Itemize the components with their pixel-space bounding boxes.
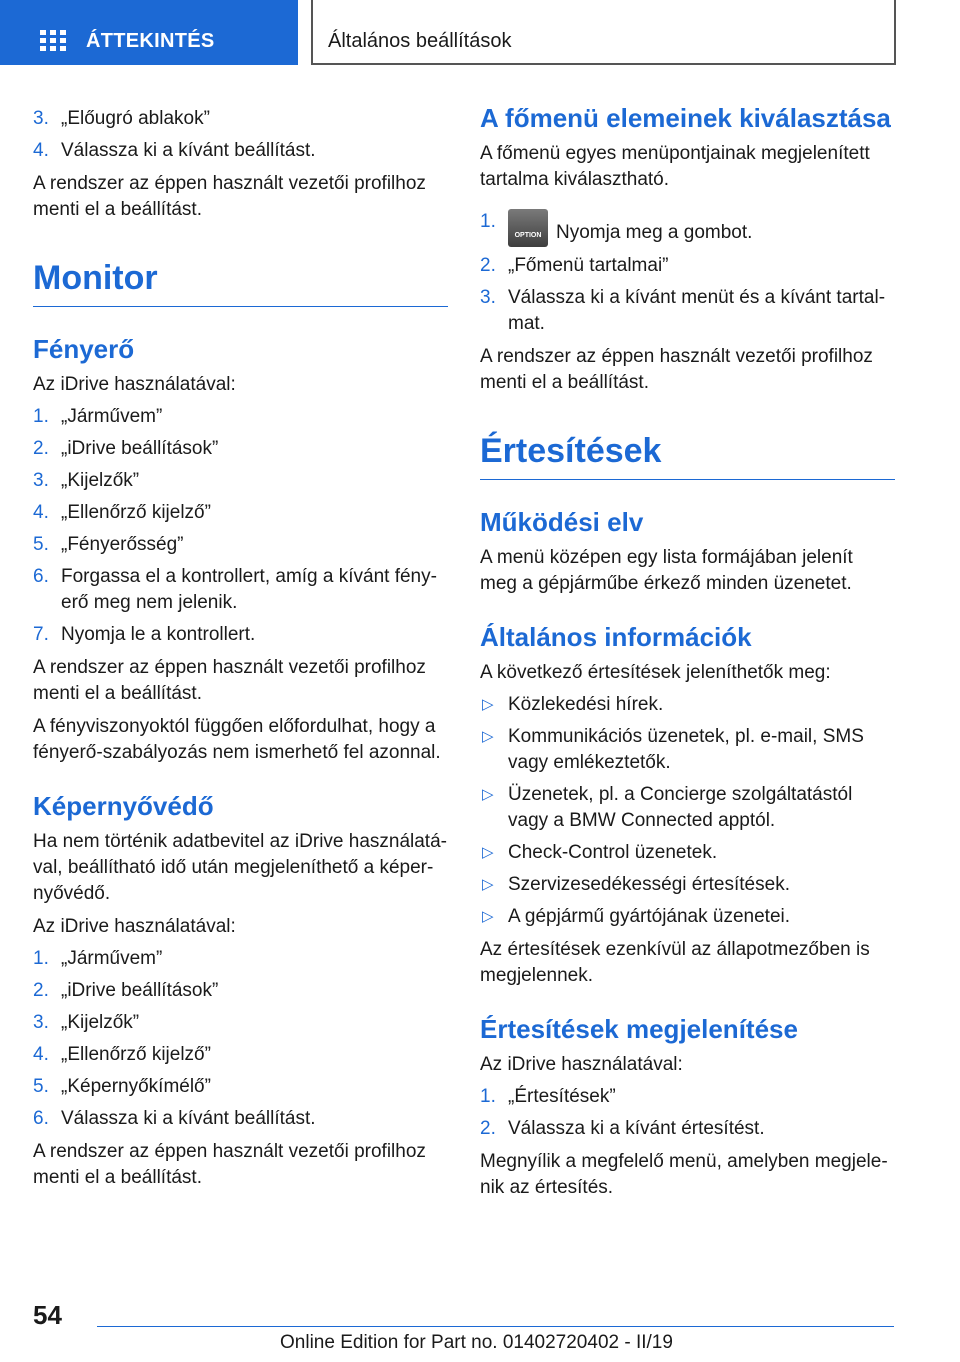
notifications-heading: Értesítések <box>480 432 895 480</box>
step-number: 1. <box>33 948 49 969</box>
display-heading: Értesítések megjelenítése <box>480 1014 798 1044</box>
step-text: „Fényerősség” <box>61 534 184 555</box>
intro-paragraph: A rendszer az éppen használt vezetői profilhoz menti el a beállítást. <box>33 173 426 220</box>
brightness-paragraph-2: A fényviszonyoktól függően előfordulhat, hogy a fényerő-szabályozás nem ismerhető fel azonnal. <box>33 716 441 763</box>
step-number: 2. <box>33 980 49 1001</box>
general-info-heading: Általános információk <box>480 622 752 652</box>
step-text: Forgassa el a kontrollert, amíg a kívánt fényerő meg nem jelenik. <box>61 566 437 613</box>
step-number: 1. <box>480 1086 496 1107</box>
principle-paragraph: A menü középen egy lista formájában jelenít meg a gépjárműbe érkező minden üzenetet. <box>480 547 853 594</box>
list-item <box>480 285 895 337</box>
step-number: 1. <box>480 211 496 232</box>
bullet-text: Közlekedési hírek. <box>508 694 664 715</box>
step-text: „Főmenü tartalmai” <box>508 255 669 276</box>
brightness-heading: Fényerő <box>33 334 135 364</box>
section-title: Általános beállítások <box>328 30 512 52</box>
right-column <box>480 100 895 1201</box>
screensaver-intro: Az iDrive használatával: <box>33 916 236 937</box>
list-item <box>33 564 448 616</box>
step-text: „Kijelzők” <box>61 470 140 491</box>
step-text: „Előugró ablakok” <box>61 108 210 129</box>
step-number: 7. <box>33 624 49 645</box>
screensaver-paragraph-2: A rendszer az éppen használt vezetői profilhoz menti el a beállítást. <box>33 1141 426 1188</box>
step-number: 5. <box>33 534 49 555</box>
step-number: 2. <box>480 255 496 276</box>
mainmenu-paragraph-2: A rendszer az éppen használt vezetői profilhoz menti el a beállítást. <box>480 346 873 393</box>
triangle-bullet-icon: ▷ <box>482 786 494 803</box>
list-item <box>480 1116 895 1142</box>
list-item <box>33 1074 448 1100</box>
step-text: „Ellenőrző kijelző” <box>61 502 211 523</box>
display-intro: Az iDrive használatával: <box>480 1054 683 1075</box>
mainmenu-paragraph: A főmenü egyes menüpontjainak megjelenített tartalma kiválasztható. <box>480 143 870 190</box>
grid-icon <box>40 30 66 52</box>
notification-types <box>480 692 895 930</box>
mainmenu-steps <box>480 209 895 337</box>
list-item <box>33 532 448 558</box>
mainmenu-heading: A főmenü elemeinek kiválasztása <box>480 103 891 133</box>
step-number: 6. <box>33 1108 49 1129</box>
step-number: 2. <box>33 438 49 459</box>
list-item <box>480 782 895 834</box>
step-number: 3. <box>480 287 496 308</box>
triangle-bullet-icon: ▷ <box>482 696 494 713</box>
page-number: 54 <box>33 1300 62 1330</box>
list-item <box>33 622 448 648</box>
step-text: Válassza ki a kívánt beállítást. <box>61 140 316 161</box>
list-item <box>480 840 895 866</box>
list-item <box>33 404 448 430</box>
general-info-intro: A következő értesítések jeleníthetők meg: <box>480 662 831 683</box>
list-item <box>33 1010 448 1036</box>
step-number: 2. <box>480 1118 496 1139</box>
overview-tab-label: ÁTTEKINTÉS <box>86 30 215 52</box>
list-item <box>480 1084 895 1110</box>
list-item <box>33 436 448 462</box>
principle-heading: Működési elv <box>480 507 644 537</box>
edition-text: Online Edition for Part no. 01402720402 - II/19 <box>280 1332 673 1353</box>
display-steps <box>480 1084 895 1142</box>
list-item <box>33 1042 448 1068</box>
option-button-icon <box>508 209 548 247</box>
list-item <box>33 946 448 972</box>
list-item <box>480 209 895 247</box>
screensaver-paragraph: Ha nem történik adatbevitel az iDrive használatával, beállítható idő után megjeleníthető a képernyővédő. <box>33 831 447 904</box>
step-text: Válassza ki a kívánt menüt és a kívánt tartalmat. <box>508 287 886 334</box>
step-text: Válassza ki a kívánt beállítást. <box>61 1108 316 1129</box>
list-item <box>33 1106 448 1132</box>
step-text: „iDrive beállítások” <box>61 980 219 1001</box>
list-item <box>480 904 895 930</box>
list-item <box>33 106 448 132</box>
general-info-paragraph: Az értesítések ezenkívül az állapotmezőben is megjelennek. <box>480 939 870 986</box>
step-number: 3. <box>33 1012 49 1033</box>
step-text: „Ellenőrző kijelző” <box>61 1044 211 1065</box>
step-text: „iDrive beállítások” <box>61 438 219 459</box>
list-item <box>480 724 895 776</box>
step-text: „Képernyőkímélő” <box>61 1076 211 1097</box>
overview-tab[interactable] <box>0 0 298 65</box>
monitor-heading: Monitor <box>33 259 448 307</box>
list-item <box>33 500 448 526</box>
brightness-steps <box>33 404 448 648</box>
list-item <box>33 138 448 164</box>
bullet-text: Üzenetek, pl. a Concierge szolgáltatástól vagy a BMW Connected apptól. <box>508 784 853 831</box>
step-text: Válassza ki a kívánt értesítést. <box>508 1118 765 1139</box>
step-text: Nyomja meg a gombot. <box>556 222 753 243</box>
triangle-bullet-icon: ▷ <box>482 728 494 745</box>
footer-divider <box>97 1326 894 1327</box>
step-number: 6. <box>33 566 49 587</box>
list-item <box>480 253 895 279</box>
section-header <box>311 0 896 65</box>
screensaver-heading: Képernyővédő <box>33 791 214 821</box>
option-button-label: OPTION <box>514 232 542 239</box>
screensaver-steps <box>33 946 448 1132</box>
step-number: 5. <box>33 1076 49 1097</box>
step-number: 1. <box>33 406 49 427</box>
step-text: „Értesítések” <box>508 1086 616 1107</box>
triangle-bullet-icon: ▷ <box>482 908 494 925</box>
triangle-bullet-icon: ▷ <box>482 876 494 893</box>
step-number: 4. <box>33 1044 49 1065</box>
list-item <box>33 978 448 1004</box>
step-number: 3. <box>33 108 49 129</box>
step-number: 4. <box>33 502 49 523</box>
bullet-text: Szervizesedékességi értesítések. <box>508 874 790 895</box>
list-item <box>480 872 895 898</box>
step-text: Nyomja le a kontrollert. <box>61 624 256 645</box>
bullet-text: A gépjármű gyártójának üzenetei. <box>508 906 791 927</box>
list-item <box>480 692 895 718</box>
list-item <box>33 468 448 494</box>
display-paragraph: Megnyílik a megfelelő menü, amelyben megjelenik az értesítés. <box>480 1151 888 1198</box>
bullet-text: Check-Control üzenetek. <box>508 842 718 863</box>
triangle-bullet-icon: ▷ <box>482 844 494 861</box>
brightness-paragraph-1: A rendszer az éppen használt vezetői profilhoz menti el a beállítást. <box>33 657 426 704</box>
bullet-text: Kommunikációs üzenetek, pl. e-mail, SMS vagy emlékeztetők. <box>508 726 864 773</box>
brightness-intro: Az iDrive használatával: <box>33 374 236 395</box>
step-text: „Járművem” <box>61 948 163 969</box>
left-column <box>33 100 448 1191</box>
step-text: „Járművem” <box>61 406 163 427</box>
intro-steps <box>33 106 448 164</box>
step-text: „Kijelzők” <box>61 1012 140 1033</box>
step-number: 3. <box>33 470 49 491</box>
step-number: 4. <box>33 140 49 161</box>
